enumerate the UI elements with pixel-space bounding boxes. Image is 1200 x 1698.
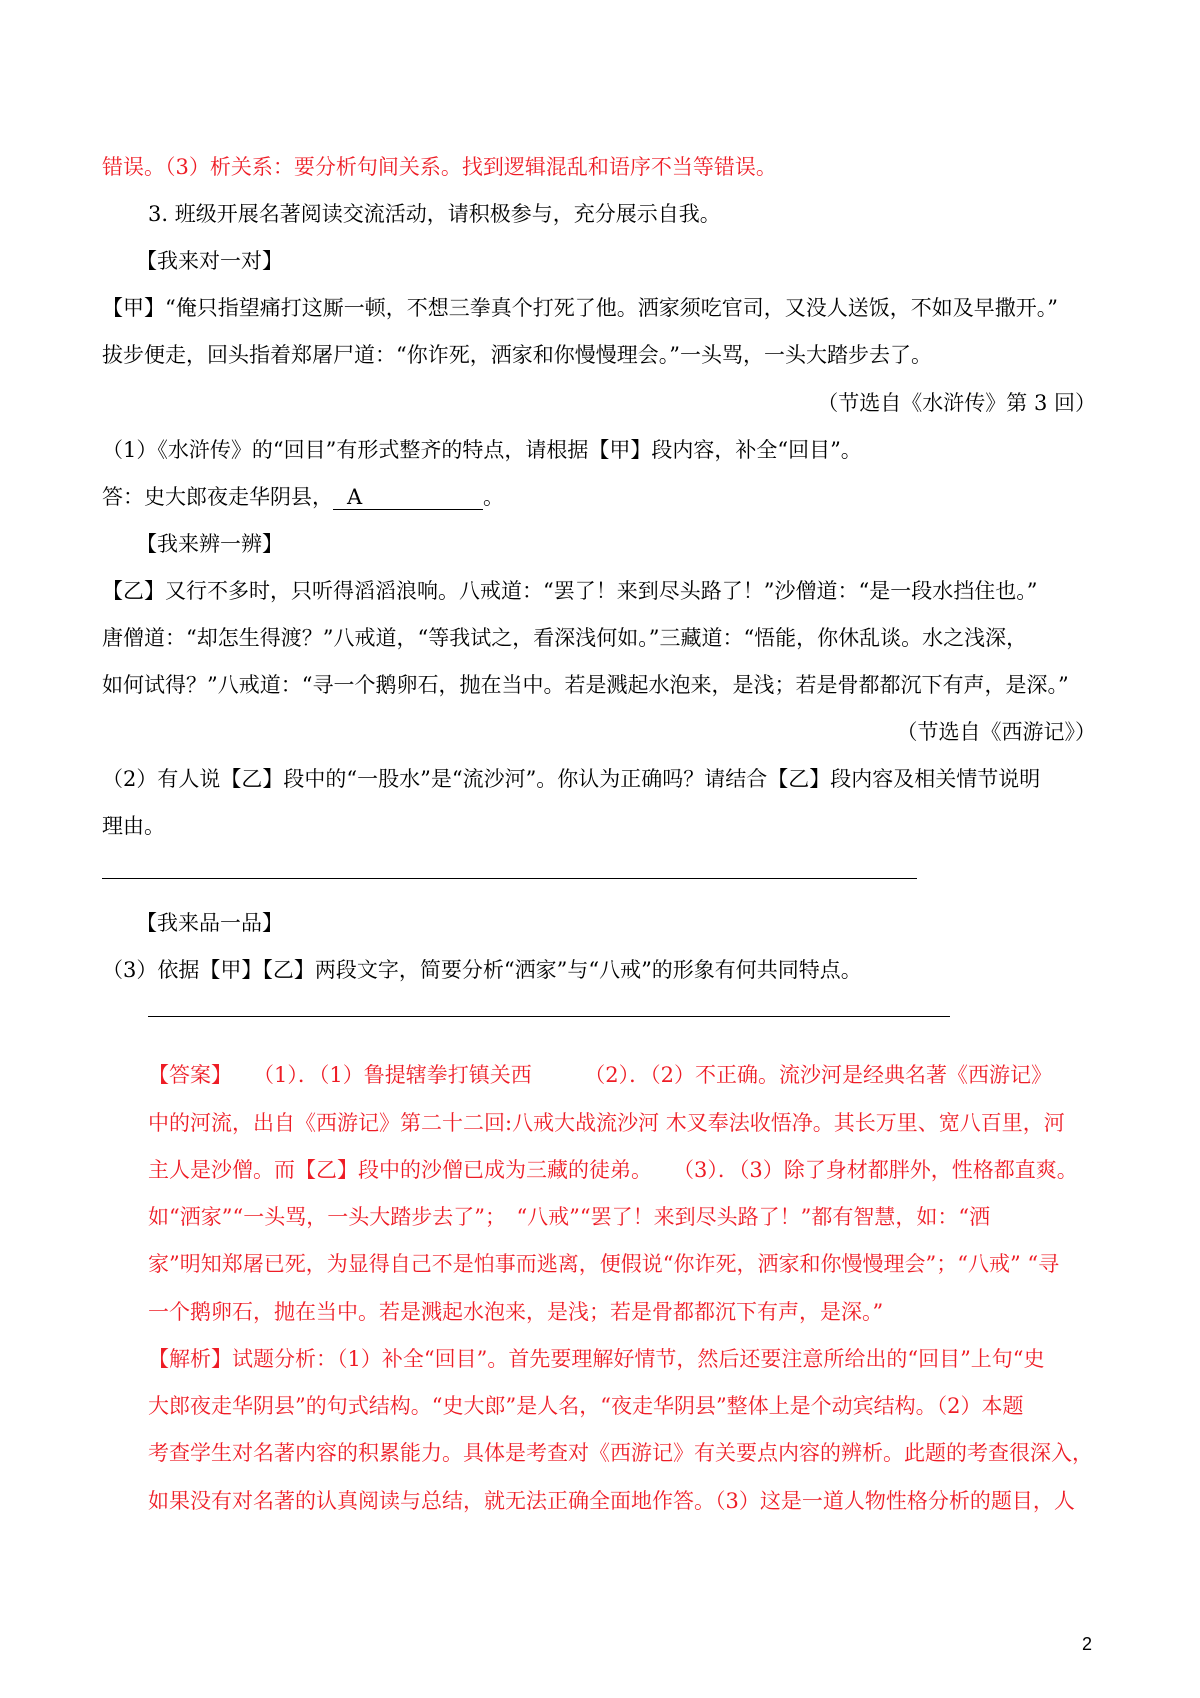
answer-blank: A — [333, 485, 483, 510]
answer-line-1 — [102, 482, 504, 512]
answer-prefix: 答：史大郎夜走华阴县， — [102, 485, 333, 509]
answer-block-line-5: 家”明知郑屠已死，为显得自己不是怕事而逃离，便假说“你诈死，洒家和你慢慢理会”；“八戒” “寻 — [148, 1252, 1060, 1276]
analysis-line-2: 大郎夜走华阴县”的句式结构。“史大郎”是人名，“夜走华阴县”整体上是个动宾结构。（2）本题 — [148, 1394, 1024, 1418]
passage-yi-line-1: 【乙】又行不多时，只听得滔滔浪响。八戒道：“罢了！来到尽头路了！”沙僧道：“是一段水挡住也。” — [102, 579, 1038, 603]
sub-question-2-line-2: 理由。 — [102, 814, 165, 838]
source-shuihu: （节选自《水浒传》第 3 回） — [817, 391, 1096, 415]
passage-yi-line-3: 如何试得？”八戒道：“寻一个鹅卵石，抛在当中。若是溅起水泡来，是浅；若是骨都都沉下有声，是深。” — [102, 673, 1069, 697]
sub-question-3: （3）依据【甲】【乙】两段文字，简要分析“洒家”与“八戒”的形象有何共同特点。 — [102, 958, 862, 982]
page-number: 2 — [1081, 1634, 1092, 1654]
answer-block-line-2: 中的河流，出自《西游记》第二十二回:八戒大战流沙河 木叉奉法收悟净。其长万里、宽八百里，河 — [148, 1111, 1065, 1135]
passage-yi-line-2: 唐僧道：“却怎生得渡？”八戒道，“等我试之，看深浅何如。”三藏道：“悟能，你休乱谈。水之浅深， — [102, 626, 1028, 650]
sub-question-2-line-1: （2）有人说【乙】段中的“一股水”是“流沙河”。你认为正确吗？请结合【乙】段内容及相关情节说明 — [102, 767, 1041, 791]
answer-block-line-6: 一个鹅卵石，抛在当中。若是溅起水泡来，是浅；若是骨都都沉下有声，是深。” — [148, 1300, 884, 1324]
passage-jia-line-2: 拔步便走，回头指着郑屠尸道：“你诈死，洒家和你慢慢理会。”一头骂，一头大踏步去了。 — [102, 343, 932, 367]
section-heading-dui: 【我来对一对】 — [136, 249, 283, 273]
section-heading-pin: 【我来品一品】 — [136, 911, 283, 935]
answer-line-rule-2 — [102, 878, 917, 879]
analysis-line-1: 【解析】试题分析：（1）补全“回目”。首先要理解好情节，然后还要注意所给出的“回目”上句“史 — [148, 1347, 1045, 1371]
answer-suffix: 。 — [483, 485, 504, 509]
answer-line-rule-3 — [148, 1016, 950, 1017]
prev-answer-tail: 错误。（3）析关系：要分析句间关系。找到逻辑混乱和语序不当等错误。 — [102, 155, 777, 179]
analysis-line-4: 如果没有对名著的认真阅读与总结，就无法正确全面地作答。（3）这是一道人物性格分析的题目，人 — [148, 1489, 1075, 1513]
section-heading-bian: 【我来辨一辨】 — [136, 532, 283, 556]
analysis-line-3: 考查学生对名著内容的积累能力。具体是考查对《西游记》有关要点内容的辨析。此题的考查很深入， — [148, 1441, 1093, 1465]
answer-block-line-3: 主人是沙僧。而【乙】段中的沙僧已成为三藏的徒弟。 （3）．（3）除了身材都胖外，性格都直爽。 — [148, 1158, 1078, 1182]
sub-question-1: （1）《水浒传》的“回目”有形式整齐的特点，请根据【甲】段内容，补全“回目”。 — [102, 438, 862, 462]
answer-block-line-1: 【答案】 （1）．（1）鲁提辖拳打镇关西 （2）．（2）不正确。流沙河是经典名著《西游记》 — [148, 1063, 1052, 1087]
source-xiyou: （节选自《西游记》） — [896, 720, 1096, 744]
passage-jia-line-1: 【甲】“俺只指望痛打这厮一顿，不想三拳真个打死了他。洒家须吃官司，又没人送饭，不如及早撒开。” — [102, 296, 1058, 320]
answer-block-line-4: 如“洒家”“一头骂，一头大踏步去了”； “八戒”“罢了！来到尽头路了！”都有智慧，如：“洒 — [148, 1205, 991, 1229]
question-3-stem: 3. 班级开展名著阅读交流活动，请积极参与，充分展示自我。 — [148, 202, 721, 226]
